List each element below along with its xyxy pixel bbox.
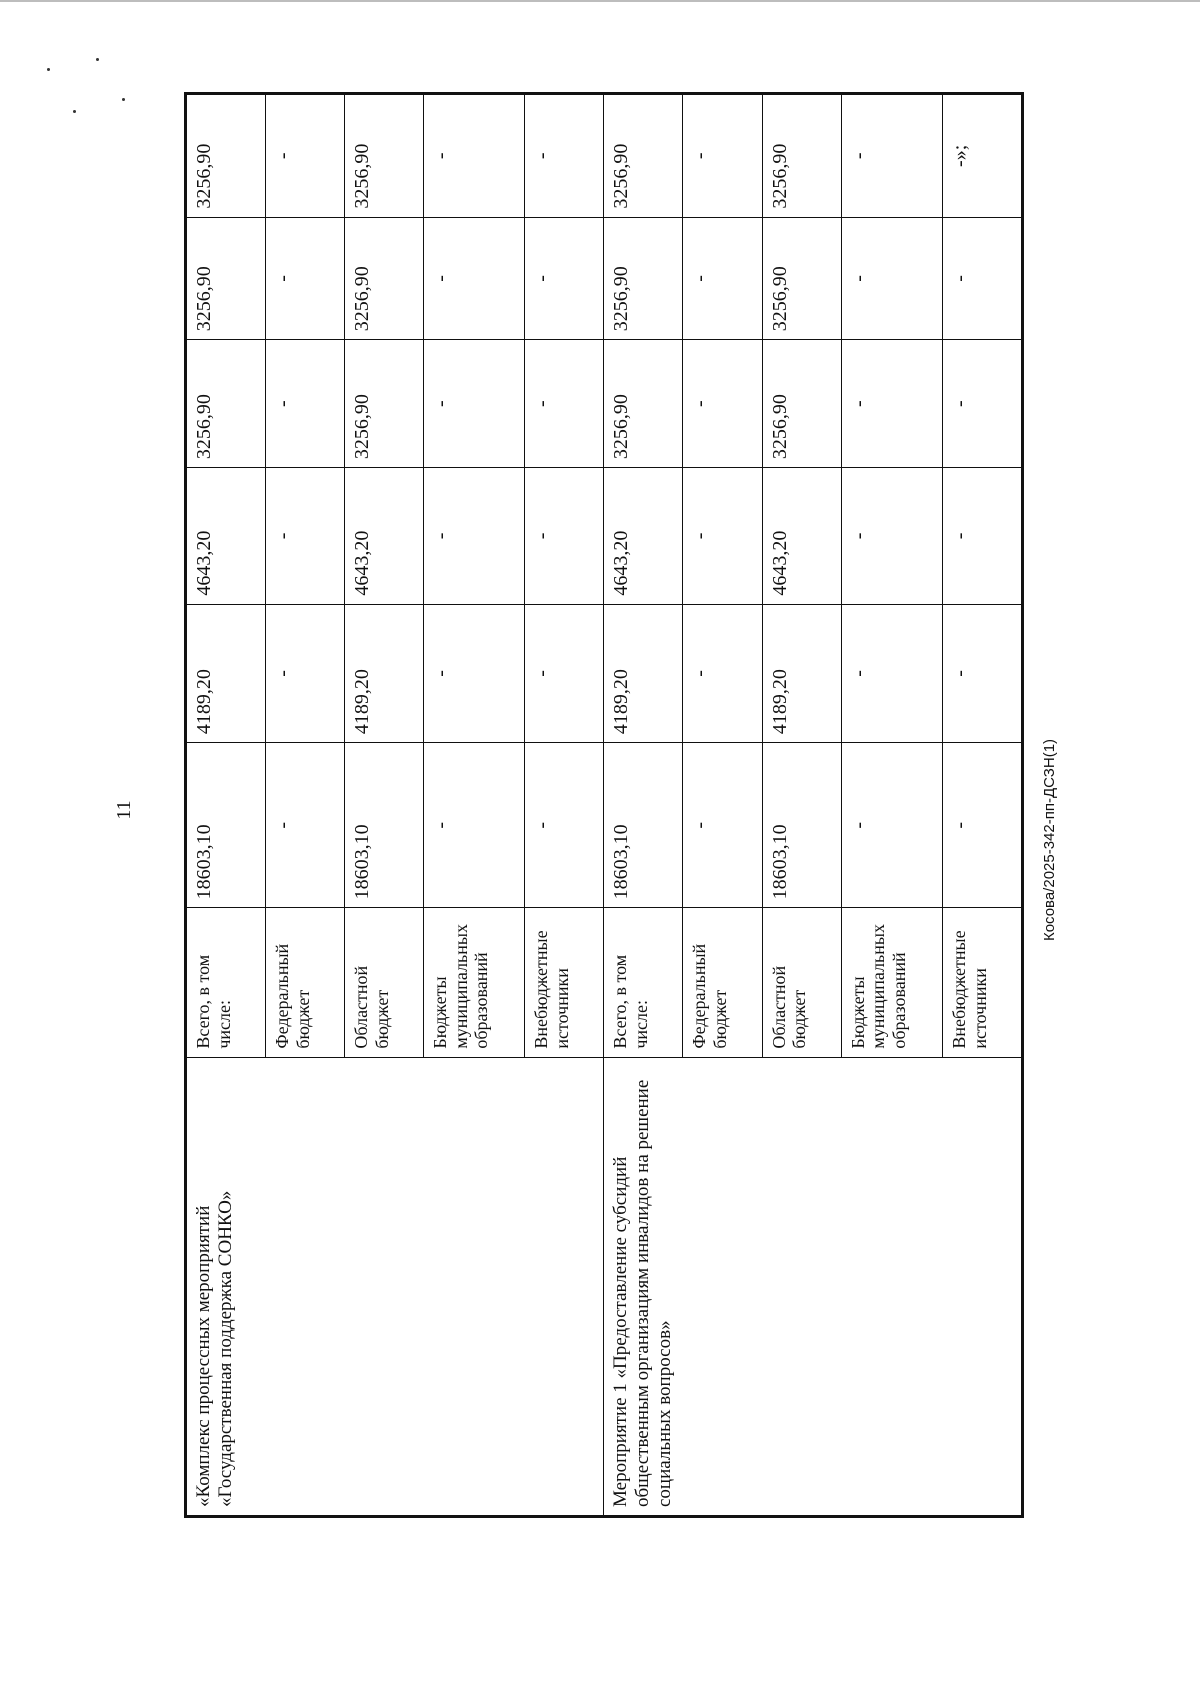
budget-table-frame [184, 92, 1024, 1518]
amount-cell: 3256,90 [187, 95, 266, 218]
amount-cell: - [525, 468, 604, 604]
amount-cell: - [424, 468, 525, 604]
page-number: 11 [112, 800, 135, 820]
top-edge-line [0, 0, 1200, 2]
program-name-cell: Мероприятие 1 «Предоставление субсидий общественным организациям инвалидов на решение социальных вопросов» [604, 1057, 1022, 1515]
funding-source-cell: Внебюджетные источники [942, 908, 1021, 1057]
amount-cell: 4189,20 [604, 604, 683, 743]
amount-cell: - [942, 340, 1021, 468]
amount-cell: 3256,90 [604, 340, 683, 468]
amount-cell: - [424, 604, 525, 743]
amount-cell: - [683, 95, 762, 218]
amount-cell: - [683, 604, 762, 743]
amount-cell: 3256,90 [345, 95, 424, 218]
amount-cell: 4643,20 [345, 468, 424, 604]
funding-source-cell: Всего, в том числе: [187, 908, 266, 1057]
amount-cell: - [424, 217, 525, 340]
amount-cell: 4643,20 [604, 468, 683, 604]
funding-source-cell: Всего, в том числе: [604, 908, 683, 1057]
amount-cell: -»; [942, 95, 1021, 218]
funding-source-cell: Бюджеты муниципальных образований [424, 908, 525, 1057]
amount-cell: - [424, 95, 525, 218]
amount-cell: - [683, 743, 762, 908]
amount-cell: - [683, 217, 762, 340]
amount-cell: 3256,90 [762, 217, 841, 340]
amount-cell: - [841, 743, 942, 908]
document-code: Косова/2025-342-пп-ДСЗН(1) [1040, 738, 1058, 942]
amount-cell: - [841, 95, 942, 218]
table-row [187, 95, 266, 1516]
amount-cell: 3256,90 [345, 217, 424, 340]
scan-speck [122, 98, 125, 101]
funding-source-cell: Федеральный бюджет [266, 908, 345, 1057]
amount-cell: - [942, 743, 1021, 908]
rotated-table-container [186, 94, 1022, 1516]
amount-cell: 18603,10 [345, 743, 424, 908]
amount-cell: 4643,20 [762, 468, 841, 604]
amount-cell: 3256,90 [604, 95, 683, 218]
amount-cell: 18603,10 [762, 743, 841, 908]
amount-cell: - [683, 340, 762, 468]
amount-cell: 4189,20 [187, 604, 266, 743]
amount-cell: - [266, 95, 345, 218]
amount-cell: 4189,20 [762, 604, 841, 743]
amount-cell: - [424, 743, 525, 908]
amount-cell: - [525, 340, 604, 468]
amount-cell: 18603,10 [604, 743, 683, 908]
amount-cell: - [683, 468, 762, 604]
amount-cell: - [266, 217, 345, 340]
amount-cell: 4643,20 [187, 468, 266, 604]
funding-source-cell: Бюджеты муниципальных образований [841, 908, 942, 1057]
amount-cell: - [942, 604, 1021, 743]
scan-speck [73, 110, 76, 113]
table-row [604, 95, 683, 1516]
amount-cell: 3256,90 [762, 95, 841, 218]
amount-cell: 3256,90 [604, 217, 683, 340]
amount-cell: - [841, 604, 942, 743]
program-name-cell: «Комплекс процессных мероприятий «Государственная поддержка СОНКО» [187, 1057, 604, 1515]
amount-cell: - [942, 217, 1021, 340]
budget-table [186, 94, 1022, 1516]
amount-cell: - [841, 217, 942, 340]
funding-source-cell: Областной бюджет [762, 908, 841, 1057]
amount-cell: 18603,10 [187, 743, 266, 908]
amount-cell: - [266, 340, 345, 468]
amount-cell: - [525, 604, 604, 743]
amount-cell: - [525, 743, 604, 908]
amount-cell: - [424, 340, 525, 468]
amount-cell: - [266, 743, 345, 908]
amount-cell: - [525, 95, 604, 218]
amount-cell: - [841, 340, 942, 468]
scan-speck [47, 68, 50, 71]
amount-cell: - [266, 468, 345, 604]
amount-cell: - [266, 604, 345, 743]
amount-cell: 3256,90 [187, 217, 266, 340]
amount-cell: - [525, 217, 604, 340]
scan-speck [96, 58, 99, 61]
budget-table-body [187, 95, 1022, 1516]
funding-source-cell: Федеральный бюджет [683, 908, 762, 1057]
funding-source-cell: Внебюджетные источники [525, 908, 604, 1057]
amount-cell: 3256,90 [762, 340, 841, 468]
funding-source-cell: Областной бюджет [345, 908, 424, 1057]
amount-cell: 3256,90 [187, 340, 266, 468]
amount-cell: 4189,20 [345, 604, 424, 743]
amount-cell: 3256,90 [345, 340, 424, 468]
amount-cell: - [841, 468, 942, 604]
amount-cell: - [942, 468, 1021, 604]
